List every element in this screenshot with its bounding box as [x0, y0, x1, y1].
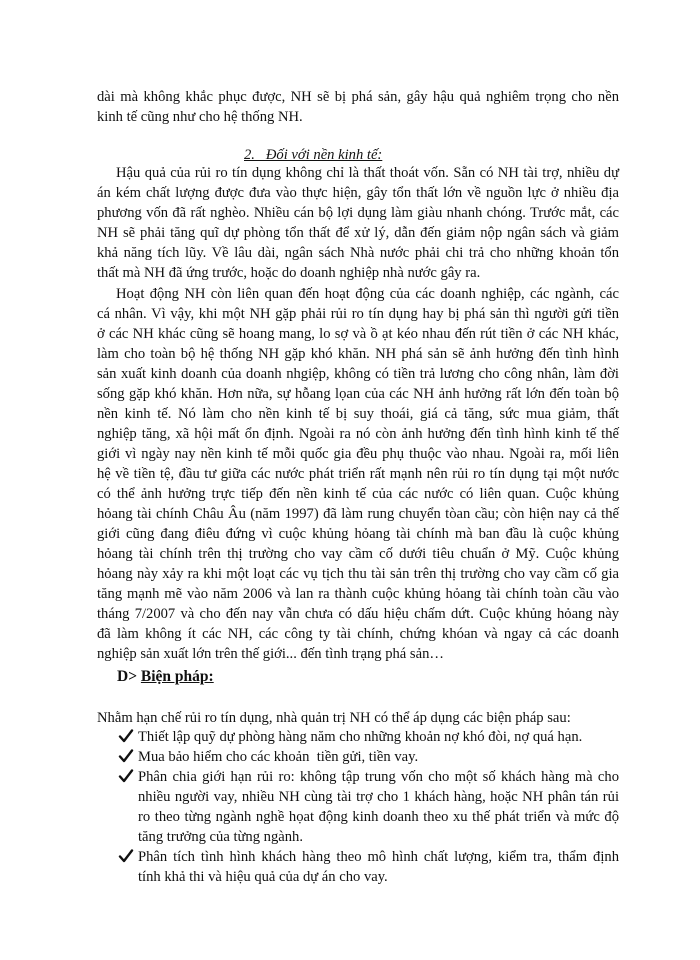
paragraph-line: sản xuất kinh doanh của doanh nhgiệp, không có tiền trả lương cho công nhân, làm đời: [97, 366, 619, 382]
paragraph-line: làm cho toàn bộ hệ thống NH gặp khó khăn. NH phá sản sẽ ảnh hưởng đến tình hình: [97, 346, 619, 362]
checkmark-icon: [118, 728, 134, 744]
intro-line: kinh tế cũng như cho hệ thống NH.: [97, 109, 303, 125]
measures-intro: Nhằm hạn chế rủi ro tín dụng, nhà quản trị NH có thể áp dụng các biện pháp sau:: [97, 710, 571, 726]
paragraph-line: hỏang này xảy ra khi một loạt các vụ tịch thu tài sản trên thị trường cho vay cầm cố gia: [97, 566, 619, 582]
paragraph-line: NH sẽ phải tăng quĩ dự phòng tổn thất để xử lý, dẫn đến giảm nộp ngân sách và giảm: [97, 225, 619, 241]
paragraph-line: cá nhân. Vì vậy, khi một NH gặp phải rủi ro tín dụng hay bị phá sản thì người gửi tiền: [97, 306, 619, 322]
intro-line: dài mà không khắc phục được, NH sẽ bị phá sản, gây hậu quả nghiêm trọng cho nền: [97, 89, 619, 105]
bullet-item-cont: tăng trưởng của từng ngành.: [138, 829, 303, 845]
paragraph-line: tháng 7/2007 và cho đến nay vẫn chưa có dấu hiệu chấm dứt. Cuộc khủng hỏang này: [97, 606, 619, 622]
checkmark-icon: [118, 768, 134, 784]
paragraph-line: có thể ảnh hưởng trực tiếp đến nền kinh tế của các nước có liên quan. Cuộc khủng: [97, 486, 619, 502]
paragraph-line: giới cũng đang điêu đứng vì cuộc khủng hỏang tài chính mà ban đầu là cuộc khủng: [97, 526, 619, 542]
bullet-item: Mua bảo hiểm cho các khoản tiền gửi, tiền vay.: [138, 749, 419, 765]
paragraph-line: nền kinh tế. Nó làm cho nền kinh tế bị suy thoái, giá cả tăng, sức mua giảm, thất: [97, 406, 619, 422]
bullet-item-cont: tính khả thi và hiệu quả của dự án cho vay.: [138, 869, 388, 885]
paragraph-line: Hoạt động NH còn liên quan đến hoạt động của các doanh nghiệp, các ngành, các: [116, 286, 619, 302]
checkmark-icon: [118, 848, 134, 864]
section-d-heading: [117, 667, 214, 687]
paragraph-line: tăng mạnh mẽ vào năm 2006 và lan ra thành cuộc khủng hỏang tài chính toàn cầu vào: [97, 586, 619, 602]
paragraph-line: thất mà NH đã ứng trước, hoặc do doanh nghiệp nhà nước gây ra.: [97, 265, 481, 281]
section-d-title: Biện pháp:: [140, 668, 214, 685]
paragraph-line: Hậu quả của rủi ro tín dụng không chỉ là thất thoát vốn. Sẵn có NH tài trợ, nhiều dự: [116, 165, 619, 181]
paragraph-line: giới vì ngày nay nền kinh tế mỗi quốc gia đều phụ thuộc vào nhau. Ngoài ra, mối liên: [97, 446, 619, 462]
paragraph-line: án kém chất lượng được đưa vào thực hiện, gây tổn thất lớn về nguồn lực ở nhiều địa: [97, 185, 619, 201]
paragraph-line: nghiệp tăng, xã hội mất ổn định. Ngoài ra nó còn ảnh hưởng đến tình hình kinh tế thế: [97, 426, 619, 442]
checkmark-icon: [118, 748, 134, 764]
bullet-item-cont: nhiều người vay, nhiều NH cùng tài trợ cho 1 khách hàng, hoặc NH phân tán rủi: [138, 789, 619, 805]
bullet-item: Phân tích tình hình khách hàng theo mô hình chất lượng, kiểm tra, thẩm định: [138, 849, 619, 865]
section-heading: 2. Đối với nền kinh tế:: [244, 147, 383, 163]
paragraph-line: phương vốn đã rất nghèo. Nhiều cán bộ lợi dụng làm giàu nhanh chóng. Trước mắt, các: [97, 205, 619, 221]
paragraph-line: hỏang tài chính Châu Âu (năm 1997) đã làm rung chuyển tòan cầu; còn hiện nay cả thế: [97, 506, 619, 522]
paragraph-line: nghiệp sản xuất lớn trên thế giới... đến tình trạng phá sản…: [97, 646, 444, 662]
paragraph-line: khả năng tích lũy. Về lâu dài, ngân sách Nhà nước phải chi trả cho những khoản tổn: [97, 245, 619, 261]
paragraph-line: hỏang tài chính trên thị trường cho vay cầm cố dưới tiêu chuẩn ở Mỹ. Cuộc khủng: [97, 546, 619, 562]
bullet-item: Thiết lập quỹ dự phòng hàng năm cho những khoản nợ khó đòi, nợ quá hạn.: [138, 729, 583, 745]
section-d-prefix: D>: [117, 668, 141, 685]
paragraph-line: ở các NH khác cũng sẽ hoang mang, lo sợ và ồ ạt kéo nhau đến rút tiền ở các NH khác,: [97, 326, 619, 342]
bullet-item: Phân chia giới hạn rủi ro: không tập trung vốn cho một số khách hàng mà cho: [138, 769, 619, 785]
paragraph-line: hệ về tiền tệ, đầu tư giữa các nước phát triển rất mạnh nên rủi ro tín dụng tại một nước: [97, 466, 619, 482]
paragraph-line: sống gặp khó khăn. Hơn nữa, sự hỗang lọan của các NH ảnh hưởng rất lớn đến toàn bộ: [97, 386, 619, 402]
bullet-item-cont: ro theo từng ngành nghề họat động kinh doanh theo xu thế phát triển và mức độ: [138, 809, 619, 825]
paragraph-line: đã làm không ít các NH, các công ty tài chính, chứng khóan và ngay cả các doanh: [97, 626, 619, 642]
